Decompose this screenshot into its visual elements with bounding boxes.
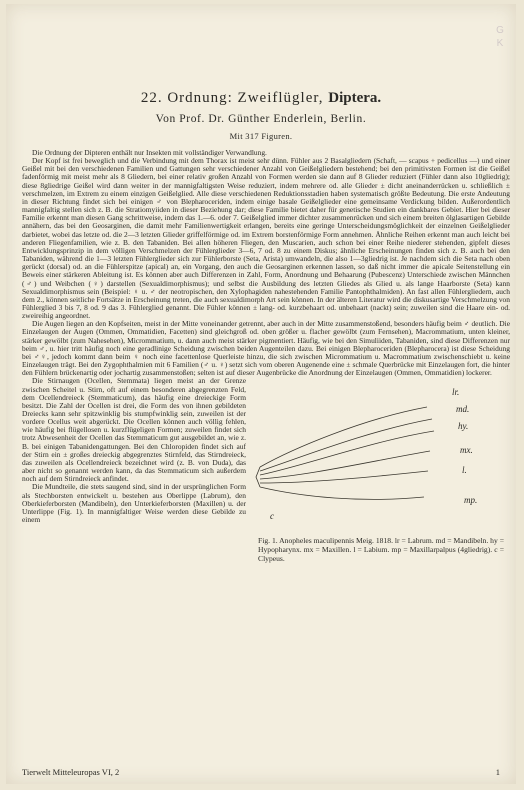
mouthparts-illustration: [252, 379, 510, 535]
labium-line: [260, 471, 428, 483]
label-mp: mp.: [464, 495, 478, 506]
page-footer: [22, 767, 500, 777]
mandible-line: [260, 419, 432, 471]
chapter-title: [6, 90, 516, 107]
paragraph-mundteile: Die Mundteile, die stets saugend sind, sind in der ursprünglichen Form als Stechborsten entwickelt u. bestehen aus Oberlippe (Labrum), den Oberkieferborsten (Mandibeln), den Unterkieferborsten (Maxillen) u. der Unterlippe (Fig. 1). In mannigfaltiger Weise werden diese Gebilde zu einem: [22, 482, 246, 525]
label-hy: hy.: [458, 421, 469, 432]
label-lr: lr.: [452, 387, 460, 398]
hypopharynx-line: [260, 431, 434, 475]
figure-1: [252, 379, 510, 617]
document-page: [6, 4, 516, 784]
label-l: l.: [462, 465, 467, 476]
article-body: [22, 149, 510, 777]
paragraph-augen: Die Augen liegen an den Kopfseiten, meist in der Mitte voneinander getrennt, aber auch in der Mitte zusammenstoßend, besonders häufig beim ♂ deutlich. Die Einzelaugen der Augen (Ommen, Ommatidien, Facetten) sind gleichgroß od. oben größer u. flacher gewölbt (zum Fernsehen), Macrommatium, unten kleiner, stärker gewölbt (zum Nahesehen), Micrommatium, u. dann auch meist stärker pigmentiert. Häufig, wie bei den Simuliiden, Tabaniden, sind diese Differenzen nur beim ♂, u. hier tritt häufig noch eine geradlinige Scheidung zwischen beiden Augenteilen dazu. Bei einigen Blepharoceriden (Blepharocera) ist diese Scheidung bei ♂♀, jedoch kommt dann beim ♀ noch eine facettenlose Querleiste hinzu, die sich zwischen Micrommatium u. Macrommatium zwischenschiebt u. keine Einzelaugen trägt. Bei den Zygophthalmien mit 6 Familien (♂ u. ♀) setzt sich vom oberen Augenende eine ± schmale Querbrücke mit Einzelaugen fort, die hinter den Fühlern brückenartig oder jochartig zusammenstoßen; selten ist auf dieser Augenbrücke die Anordnung der Einzelaugen (Ommen, Ommatidien) lockerer.: [22, 319, 510, 378]
figure-1-caption: Fig. 1. Anopheles maculipennis Meig. 1818. lr = Labrum. md = Mandibeln. hy = Hypopharynx. mx = Maxillen. l = Labium. mp = Maxillarpalpus (4gliedrig). c = Clypeus.: [258, 536, 504, 563]
paragraph-stirnaugen: Die Stirnaugen (Ocellen, Stemmata) liegen meist an der Grenze zwischen Scheitel u. Stirn, oft auf einem besonderen abgegrenzten Feld, dem Ocellendreieck (Stemmaticum), das häufig eine dreieckige Form besitzt. Die Zahl der Ocellen ist drei, die Form des von ihnen gebildeten Dreiecks kann sehr spitzwinklig bis stumpfwinklig sein, zuweilen ist der vordere Ocellus weit abgerückt. Die Ocellen können auch völlig fehlen, wie häufig bei flügellosen u. kurzflügeligen Formen; zuweilen findet sich trotz Abwesenheit der Ocellen das Stemmaticum gut ausgebildet an, wie z. B. bei einigen Tabanidengattungen. Bei den Chloropiden findet sich auf der Stirn ein ± großes dreieckig abgegrenztes Stirnfeld, das Stirndreieck, das zuweilen als Ocellendreieck bezeichnet wird (z. B. von Duda), das aber nicht so genannt werden kann, da das Stemmaticum sich außerdem noch auf dem Stirndreieck anfindet.: [22, 376, 246, 484]
label-mx: mx.: [460, 445, 473, 456]
paragraph-intro: Die Ordnung der Dipteren enthält nur Insekten mit vollständiger Verwandlung.: [32, 149, 267, 157]
chapter-title-taxon: Diptera.: [328, 90, 382, 106]
label-c: c: [270, 511, 274, 522]
palp-line: [260, 487, 424, 499]
author-line: Von Prof. Dr. Günther Enderlein, Berlin.: [155, 113, 367, 125]
footer-source: Tierwelt Mitteleuropas VI, 2: [22, 767, 120, 777]
library-stamp: G K: [496, 25, 504, 49]
maxilla-line: [260, 451, 430, 479]
figures-note: Mit 317 Figuren.: [229, 131, 293, 141]
chapter-title-text: 22. Ordnung: Zweiflügler,: [140, 90, 324, 106]
paragraph-kopf: Der Kopf ist frei beweglich und die Verbindung mit dem Thorax ist meist sehr dünn. Fühler aus 2 Basalgliedern (Schaft, — scapus + pedicellus —) und einer Geißel mit bei den verschiedenen Familien und Gattungen sehr verschiedener Anzahl von Geißelgliedern bestehend; bei den primitivsten Formen ist die Geißel fadenförmig mit meist mehr als 8 Gliedern, bei einer relativ großen Anzahl von Formen werden sie dann auf 8 Glieder reduziert (Fühler dann also 10gliedrig); diese 8gliedrige Geißel wird dann weiter in der mannigfaltigsten Weise reduziert, indem mehrere od. alle Glieder ± dicht aneinanderrücken u. schließlich ± verschmelzen, im Extrem zu einem einzigen Geißelglied. Alle diese verschiedenen Reduktionsstadien haben systematisch größte Bedeutung. Die erste Andeutung in dieser Richtung findet sich bei einigen ♂ von Blepharoceriden, indem einige basale Geißelglieder eine gemeinsame Verdickung bilden. Außerordentlich mannigfaltig stellen sich z. B. die Stratiomyiiden in dieser Beziehung dar; diese Familie bietet daher für genetische Studien ein dankbares Gebiet. Hier bei dieser Familie erkennt man diesen Gang schrittweise, indem das 1.—6. oder 7. Geißelglied immer dichter zusammenrücken und sich einem breiten ölglasartigen Gebilde annähern, das bei den Geosarginen, die damit mehr Familienwertigkeit erlangen, bereits eine geringe Unterscheidungsmöglichkeit der einzelnen Geißelglieder darbietet, wobei das letzte od. die 2—3 letzten Glieder griffelförmige od. im Extrem borstenförmige Form annehmen. Ähnliche Reihen erkennt man auch leicht bei anderen Fliegenfamilien, wie z. B. den Tabaniden. Bei allen höheren Fliegen, den Muscarien, auch schon bei einer Reihe niederer stehenden, gipfelt dieses Entwicklungsprinzip in dem völligen Verschmelzen der Fühlerglieder 3—6, 7 od. 8 zu einem Diskus; ähnliche Erscheinungen finden sich z. B. auch bei den Tabaniden, während die 1—3 letzten Fühlerglieder sich zur Fühlerborste (Seta, Arista) umwandeln, die also 1—3gliedrig ist. Je nachdem sich die Seta nach oben gerückt (dorsal) od. an die Fühlerspitze (apical) an, ein Vorgang, den auch die Geosarginen erkennen lassen, so daß nicht immer die apicale Seitenstellung ein Beweis einer stärkeren Ableitung ist. Es können aber auch Differenzen in Zahl, Form, Anordnung und Behaarung (Pubescenz) Unterschiede zwischen Männchen (♂) und Weibchen (♀) darstellen (Sexualdimorphismus); und selbst die Ausbildung des letzten Gliedes als Glied u. als lange Haarborste (Seta) kann Sexualdimorphismus sein (Beispiel: ♀ u. ♂ der neotropischen, den Xylophagiden nahestehenden Familie Pantophthalmiden). An fast allen Fühlergliedern, auch dem 2., können seitliche Fortsätze in Erscheinung treten, die auch sexualdimorph Art sein können. In der älteren Literatur wird die diskusartige Verschmelzung von Fühlerglied 3 bis 7, 8 od. 9 das 3. Fühlerglied genannt. Die Fühler können ± lang- od. kurzbehaart od. unbehaart (nackt) sein; zuweilen sind die Haare ein- od. zweireihig angeordnet.: [22, 156, 510, 321]
label-md: md.: [456, 404, 470, 415]
page-number: 1: [495, 767, 500, 777]
